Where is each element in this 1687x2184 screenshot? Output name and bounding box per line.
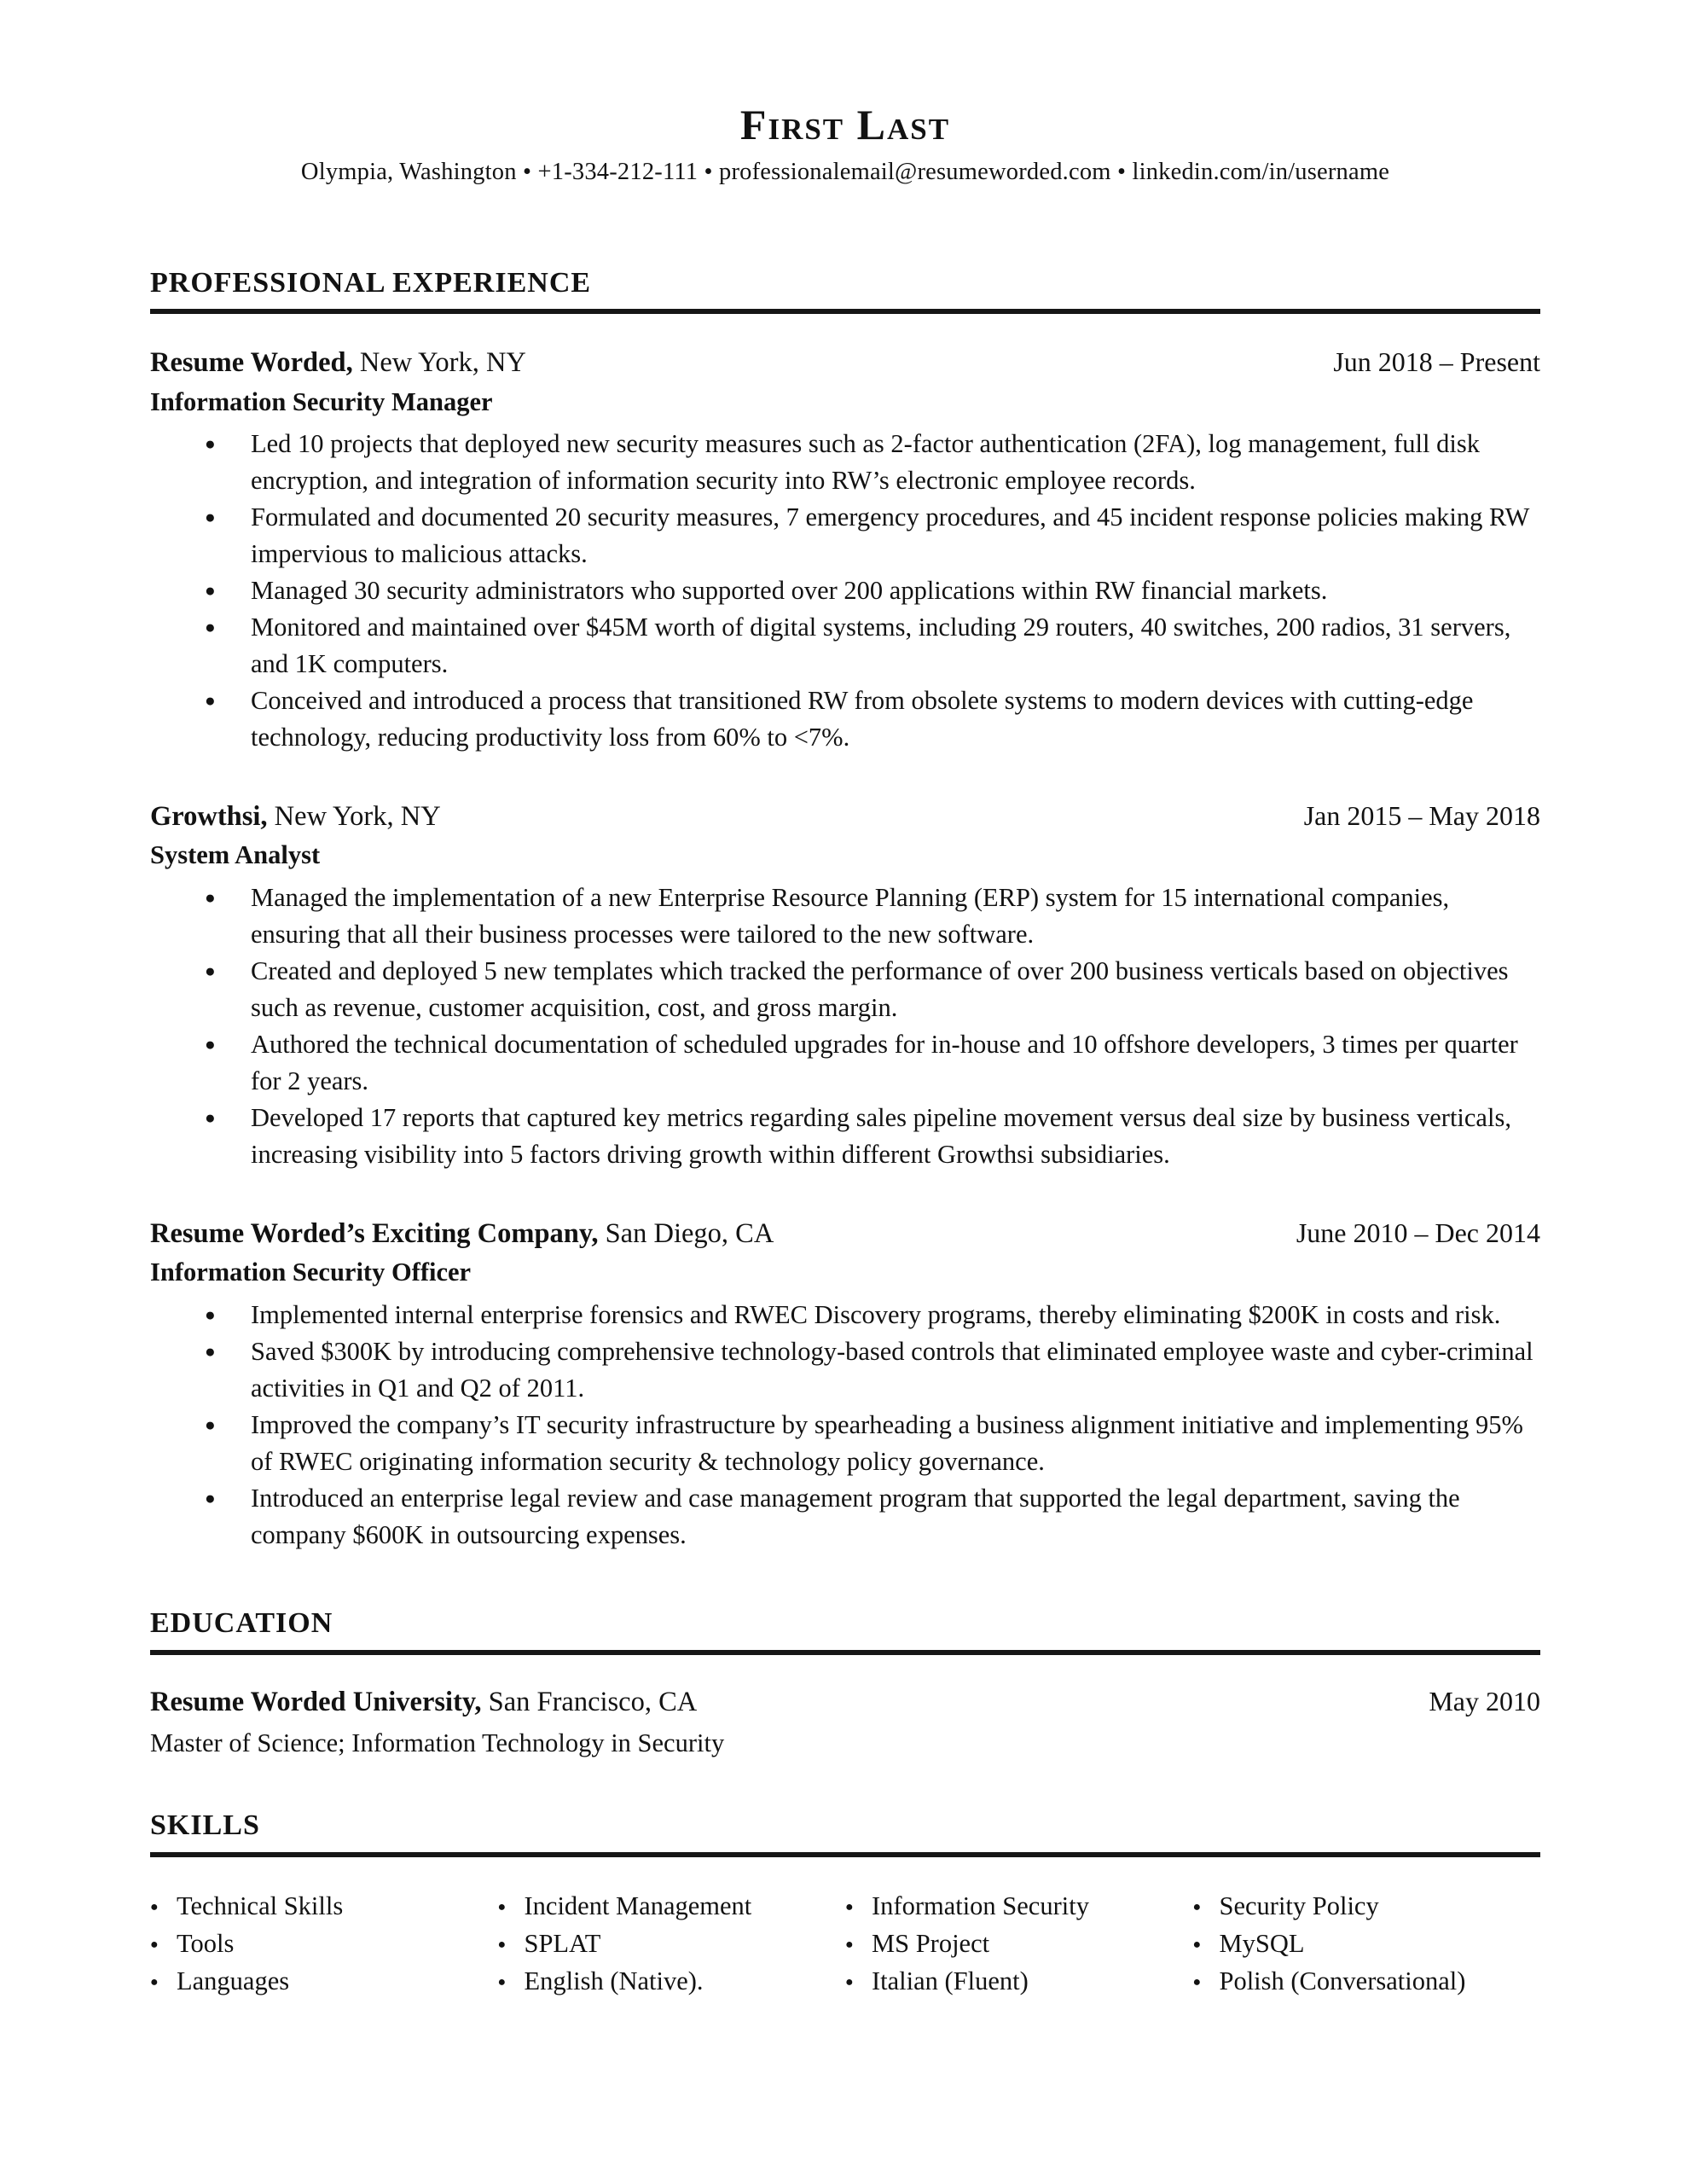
job-location: San Diego, CA	[598, 1218, 774, 1250]
bullet-item: ● Conceived and introduced a process that transitioned RW from obsolete systems to modern devices with cutting-edge technology, reducing productivity loss from 60% to <7%.	[150, 682, 1540, 756]
job-location: New York, NY	[352, 347, 526, 379]
job-entry	[150, 1216, 1540, 1554]
job-dates: Jun 2018 – Present	[1333, 346, 1540, 378]
skill-item: ● SPLAT	[498, 1926, 846, 1962]
skill-item: ● Incident Management	[498, 1888, 846, 1925]
education-entry	[150, 1684, 1540, 1761]
school-name-location	[150, 1684, 697, 1720]
skill-item: ● Technical Skills	[150, 1888, 498, 1925]
experience-heading: PROFESSIONAL EXPERIENCE	[150, 266, 1540, 315]
education-date: May 2010	[1429, 1685, 1540, 1716]
job-title: Information Security Officer	[150, 1258, 472, 1287]
section-education	[150, 1606, 1540, 1761]
skill-item: ● Tools	[150, 1926, 498, 1962]
job-bullets	[150, 426, 1540, 756]
job-header	[150, 345, 1540, 380]
degree-line: Master of Science; Information Technology in Security	[150, 1728, 725, 1758]
bullet-item: ● Managed the implementation of a new Enterprise Resource Planning (ERP) system for 15 international companies, ensuring that all their business processes were tailored to the new software.	[150, 880, 1540, 953]
skills-heading: SKILLS	[150, 1809, 1540, 1857]
job-entry	[150, 345, 1540, 756]
skill-item: ● Polish (Conversational)	[1193, 1963, 1541, 2000]
job-bullets	[150, 1297, 1540, 1554]
job-bullets	[150, 880, 1540, 1173]
job-dates: June 2010 – Dec 2014	[1296, 1217, 1540, 1249]
company-name: Resume Worded,	[150, 347, 353, 379]
bullet-item: ● Formulated and documented 20 security measures, 7 emergency procedures, and 45 incident response policies making RW impervious to malicious attacks.	[150, 499, 1540, 572]
skill-item: ● English (Native).	[498, 1963, 846, 2000]
skill-item: ● Languages	[150, 1963, 498, 2000]
job-header	[150, 1216, 1540, 1252]
bullet-item: ● Improved the company’s IT security infrastructure by spearheading a business alignment initiative and implementing 95% of RWEC originating information security & technology policy governance.	[150, 1407, 1540, 1480]
skill-item: ● Information Security	[845, 1888, 1193, 1925]
company-name: Resume Worded’s Exciting Company,	[150, 1218, 599, 1250]
skill-item: ● Italian (Fluent)	[845, 1963, 1193, 2000]
job-company-location	[150, 1216, 774, 1252]
job-company-location	[150, 345, 526, 380]
job-dates: Jan 2015 – May 2018	[1303, 800, 1540, 832]
bullet-item: ● Saved $300K by introducing comprehensive technology-based controls that eliminated employee waste and cyber-criminal activities in Q1 and Q2 of 2011.	[150, 1333, 1540, 1407]
bullet-item: ● Monitored and maintained over $45M worth of digital systems, including 29 routers, 40 switches, 200 radios, 31 servers, and 1K computers.	[150, 609, 1540, 682]
skill-item: ● MS Project	[845, 1926, 1193, 1962]
company-name: Growthsi,	[150, 801, 268, 833]
bullet-item: ● Authored the technical documentation of scheduled upgrades for in-house and 10 offshore developers, 3 times per quarter for 2 years.	[150, 1026, 1540, 1100]
job-header	[150, 799, 1540, 834]
bullet-item: ● Managed 30 security administrators who supported over 200 applications within RW financial markets.	[150, 572, 1540, 609]
school-name: Resume Worded University,	[150, 1686, 482, 1717]
education-header	[150, 1684, 1540, 1720]
education-location: San Francisco, CA	[481, 1686, 698, 1717]
bullet-item: ● Developed 17 reports that captured key metrics regarding sales pipeline movement versus deal size by business verticals, increasing visibility into 5 factors driving growth within different Growthsi subsidiaries.	[150, 1100, 1540, 1173]
person-name: First Last	[739, 101, 951, 148]
skills-grid	[150, 1888, 1540, 2000]
skill-item: ● Security Policy	[1193, 1888, 1541, 1925]
job-location: New York, NY	[267, 801, 441, 833]
job-entry	[150, 799, 1540, 1173]
bullet-item: ● Introduced an enterprise legal review and case management program that supported the legal department, saving the company $600K in outsourcing expenses.	[150, 1480, 1540, 1554]
job-title: System Analyst	[150, 840, 321, 870]
bullet-item: ● Implemented internal enterprise forensics and RWEC Discovery programs, thereby eliminating $200K in costs and risk.	[150, 1297, 1540, 1333]
bullet-item: ● Led 10 projects that deployed new security measures such as 2-factor authentication (2FA), log management, full disk encryption, and integration of information security into RW’s electronic employee records.	[150, 426, 1540, 499]
bullet-item: ● Created and deployed 5 new templates which tracked the performance of over 200 business verticals based on objectives such as revenue, customer acquisition, cost, and gross margin.	[150, 953, 1540, 1026]
education-heading: EDUCATION	[150, 1606, 1540, 1655]
job-company-location	[150, 799, 441, 834]
job-title: Information Security Manager	[150, 386, 493, 416]
contact-line: Olympia, Washington • +1-334-212-111 • professionalemail@resumeworded.com • linkedin.com/in/username	[300, 158, 1390, 185]
resume-header	[150, 101, 1540, 186]
section-experience	[150, 266, 1540, 1554]
skill-item: ● MySQL	[1193, 1926, 1541, 1962]
section-skills	[150, 1809, 1540, 2000]
